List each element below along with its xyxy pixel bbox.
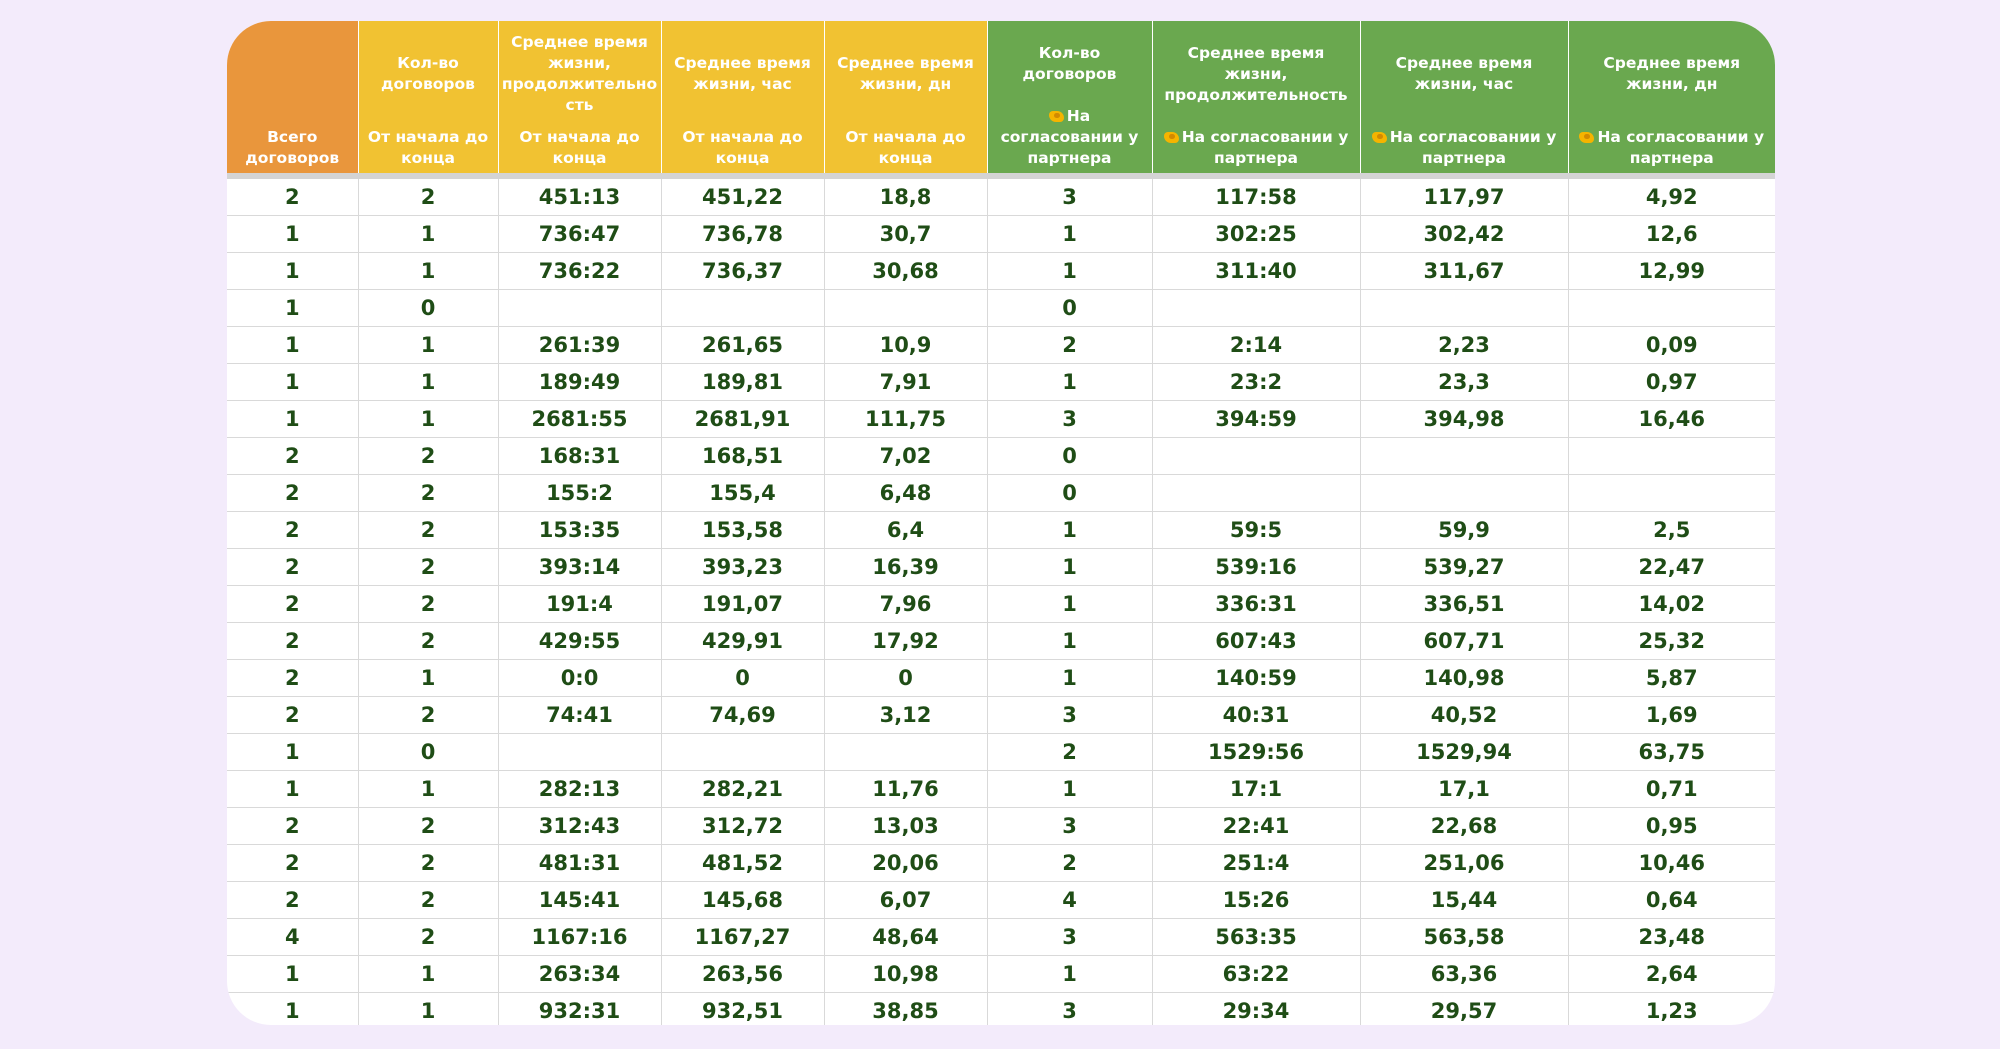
table-cell: 1 <box>987 956 1152 993</box>
table-cell: 393,23 <box>661 549 824 586</box>
table-cell: 3 <box>987 993 1152 1026</box>
table-cell: 251:4 <box>1152 845 1360 882</box>
table-cell: 2 <box>987 327 1152 364</box>
table-cell: 2 <box>358 808 498 845</box>
table-cell: 2 <box>358 623 498 660</box>
table-cell: 0 <box>824 660 987 697</box>
table-cell: 336,51 <box>1360 586 1568 623</box>
table-cell: 1,69 <box>1568 697 1775 734</box>
column-header-title: Среднее время жизни, час <box>674 54 811 93</box>
report-table-card <box>227 21 1775 1025</box>
table-cell: 311:40 <box>1152 253 1360 290</box>
table-cell: 3 <box>987 176 1152 216</box>
table-cell: 140:59 <box>1152 660 1360 697</box>
table-cell: 2 <box>358 919 498 956</box>
table-cell: 2 <box>358 438 498 475</box>
table-cell: 16,39 <box>824 549 987 586</box>
table-cell: 1 <box>358 364 498 401</box>
table-row <box>227 438 1775 475</box>
table-cell: 59:5 <box>1152 512 1360 549</box>
table-cell: 0 <box>987 475 1152 512</box>
table-cell: 155,4 <box>661 475 824 512</box>
table-cell: 1 <box>987 586 1152 623</box>
table-cell: 10,98 <box>824 956 987 993</box>
header-row <box>227 21 1775 176</box>
table-cell: 2,5 <box>1568 512 1775 549</box>
table-cell: 393:14 <box>498 549 661 586</box>
table-row <box>227 882 1775 919</box>
table-cell <box>1568 475 1775 512</box>
column-header-subtitle: От начала до конца <box>845 128 966 167</box>
table-cell: 2 <box>227 697 358 734</box>
column-header-subtitle: Всего договоров <box>245 128 340 167</box>
column-header-subtitle: От начала до конца <box>682 128 803 167</box>
table-cell: 30,7 <box>824 216 987 253</box>
table-cell: 1 <box>358 401 498 438</box>
column-header-7[interactable] <box>1152 21 1360 176</box>
table-cell: 2,64 <box>1568 956 1775 993</box>
table-cell: 932:31 <box>498 993 661 1026</box>
column-header-1[interactable] <box>227 21 358 176</box>
table-cell <box>1360 438 1568 475</box>
table-cell: 2:14 <box>1152 327 1360 364</box>
table-cell: 0,97 <box>1568 364 1775 401</box>
table-cell: 13,03 <box>824 808 987 845</box>
table-cell: 282,21 <box>661 771 824 808</box>
table-cell <box>498 290 661 327</box>
column-header-8[interactable] <box>1360 21 1568 176</box>
table-cell: 2 <box>358 882 498 919</box>
table-cell: 1 <box>227 734 358 771</box>
table-cell: 0,64 <box>1568 882 1775 919</box>
column-header-title: Кол-во договоров <box>1022 43 1117 83</box>
table-cell: 4 <box>227 919 358 956</box>
column-header-subtitle: На согласовании у партнера <box>1597 128 1765 167</box>
table-cell: 153:35 <box>498 512 661 549</box>
table-row <box>227 623 1775 660</box>
table-cell: 1 <box>227 401 358 438</box>
table-row <box>227 327 1775 364</box>
table-cell: 5,87 <box>1568 660 1775 697</box>
table-cell: 1167,27 <box>661 919 824 956</box>
table-cell: 155:2 <box>498 475 661 512</box>
table-cell: 11,76 <box>824 771 987 808</box>
table-cell <box>498 734 661 771</box>
table-cell: 2 <box>987 734 1152 771</box>
table-cell: 23:2 <box>1152 364 1360 401</box>
table-cell: 3,12 <box>824 697 987 734</box>
table-body <box>227 176 1775 1025</box>
table-cell: 63:22 <box>1152 956 1360 993</box>
table-cell: 1 <box>227 253 358 290</box>
table-cell: 25,32 <box>1568 623 1775 660</box>
contracts-lifetime-table <box>227 21 1775 1025</box>
table-cell <box>1152 290 1360 327</box>
column-header-9[interactable] <box>1568 21 1775 176</box>
table-cell: 481,52 <box>661 845 824 882</box>
table-cell: 1 <box>358 956 498 993</box>
table-cell: 7,02 <box>824 438 987 475</box>
table-cell: 1 <box>227 993 358 1026</box>
table-cell: 20,06 <box>824 845 987 882</box>
table-cell: 2 <box>227 438 358 475</box>
table-cell: 1 <box>358 993 498 1026</box>
table-cell: 189:49 <box>498 364 661 401</box>
table-header <box>227 21 1775 176</box>
table-cell: 539:16 <box>1152 549 1360 586</box>
table-row <box>227 586 1775 623</box>
table-cell: 2681:55 <box>498 401 661 438</box>
table-cell: 3 <box>987 401 1152 438</box>
table-cell: 1 <box>987 216 1152 253</box>
table-row <box>227 216 1775 253</box>
handshake-icon <box>1049 111 1064 122</box>
table-cell: 1 <box>227 290 358 327</box>
table-cell: 429,91 <box>661 623 824 660</box>
table-cell: 117:58 <box>1152 176 1360 216</box>
table-row <box>227 660 1775 697</box>
table-cell: 1,23 <box>1568 993 1775 1026</box>
column-header-title: Среднее время жизни, дн <box>1603 54 1741 93</box>
table-cell: 0 <box>358 290 498 327</box>
table-cell: 336:31 <box>1152 586 1360 623</box>
table-cell: 2 <box>227 882 358 919</box>
table-cell: 2 <box>227 475 358 512</box>
table-cell: 1 <box>987 364 1152 401</box>
table-cell: 22:41 <box>1152 808 1360 845</box>
table-cell: 736,37 <box>661 253 824 290</box>
table-cell: 15,44 <box>1360 882 1568 919</box>
handshake-icon <box>1579 132 1594 143</box>
table-row <box>227 771 1775 808</box>
table-cell <box>661 290 824 327</box>
table-cell: 0,71 <box>1568 771 1775 808</box>
table-cell <box>661 734 824 771</box>
table-cell: 189,81 <box>661 364 824 401</box>
table-cell <box>1360 290 1568 327</box>
table-cell: 15:26 <box>1152 882 1360 919</box>
table-row <box>227 512 1775 549</box>
table-cell: 2 <box>227 808 358 845</box>
table-cell: 282:13 <box>498 771 661 808</box>
table-cell: 22,68 <box>1360 808 1568 845</box>
table-cell: 394,98 <box>1360 401 1568 438</box>
table-cell: 1 <box>358 216 498 253</box>
table-cell: 2 <box>227 845 358 882</box>
table-cell: 1 <box>987 660 1152 697</box>
table-cell: 4,92 <box>1568 176 1775 216</box>
table-cell: 63,36 <box>1360 956 1568 993</box>
table-cell: 451,22 <box>661 176 824 216</box>
table-row <box>227 919 1775 956</box>
table-row <box>227 808 1775 845</box>
table-cell: 302,42 <box>1360 216 1568 253</box>
table-cell: 117,97 <box>1360 176 1568 216</box>
table-cell <box>1360 475 1568 512</box>
table-cell <box>1152 438 1360 475</box>
table-cell: 1 <box>358 660 498 697</box>
table-cell: 0 <box>358 734 498 771</box>
table-cell: 312,72 <box>661 808 824 845</box>
handshake-icon <box>1372 132 1387 143</box>
table-cell: 74,69 <box>661 697 824 734</box>
table-cell: 1 <box>227 771 358 808</box>
table-cell: 59,9 <box>1360 512 1568 549</box>
table-cell: 481:31 <box>498 845 661 882</box>
column-header-title: Среднее время жизни, продолжительность <box>1164 43 1348 104</box>
table-cell: 2 <box>358 176 498 216</box>
table-cell: 3 <box>987 808 1152 845</box>
table-row <box>227 401 1775 438</box>
table-cell: 2 <box>358 697 498 734</box>
column-header-subtitle: На согласовании у партнера <box>1389 128 1557 167</box>
table-row <box>227 734 1775 771</box>
column-header-6[interactable] <box>987 21 1152 176</box>
table-cell: 29:34 <box>1152 993 1360 1026</box>
table-cell: 736,78 <box>661 216 824 253</box>
table-cell: 10,9 <box>824 327 987 364</box>
table-cell: 1 <box>987 512 1152 549</box>
table-cell: 2 <box>227 586 358 623</box>
column-header-title: Среднее время жизни, продолжительно сть <box>501 33 658 114</box>
table-cell: 14,02 <box>1568 586 1775 623</box>
table-cell: 1 <box>987 623 1152 660</box>
column-header-title: Среднее время жизни, час <box>1395 54 1533 93</box>
table-cell: 1 <box>987 549 1152 586</box>
table-cell: 607,71 <box>1360 623 1568 660</box>
column-header-subtitle: На согласовании у партнера <box>1000 107 1139 167</box>
table-cell: 22,47 <box>1568 549 1775 586</box>
table-cell: 1529,94 <box>1360 734 1568 771</box>
table-cell: 2 <box>227 660 358 697</box>
table-cell: 63,75 <box>1568 734 1775 771</box>
table-cell: 736:47 <box>498 216 661 253</box>
table-cell: 2 <box>358 549 498 586</box>
table-cell: 23,48 <box>1568 919 1775 956</box>
table-cell: 311,67 <box>1360 253 1568 290</box>
table-cell <box>824 290 987 327</box>
column-header-5[interactable] <box>824 21 987 176</box>
table-cell: 263:34 <box>498 956 661 993</box>
table-cell: 145:41 <box>498 882 661 919</box>
table-row <box>227 364 1775 401</box>
table-cell: 394:59 <box>1152 401 1360 438</box>
table-cell: 1 <box>358 771 498 808</box>
table-row <box>227 956 1775 993</box>
table-cell: 0 <box>661 660 824 697</box>
table-cell: 10,46 <box>1568 845 1775 882</box>
column-header-title: Кол-во договоров <box>381 54 475 93</box>
table-cell: 12,99 <box>1568 253 1775 290</box>
table-cell: 140,98 <box>1360 660 1568 697</box>
table-cell: 2 <box>227 623 358 660</box>
table-cell: 932,51 <box>661 993 824 1026</box>
table-cell: 1 <box>987 771 1152 808</box>
column-header-subtitle: От начала до конца <box>367 128 489 167</box>
table-cell: 2 <box>358 512 498 549</box>
table-cell: 3 <box>987 919 1152 956</box>
table-cell <box>1568 290 1775 327</box>
table-row <box>227 290 1775 327</box>
table-cell: 7,91 <box>824 364 987 401</box>
table-cell: 168,51 <box>661 438 824 475</box>
table-cell: 168:31 <box>498 438 661 475</box>
table-cell: 607:43 <box>1152 623 1360 660</box>
handshake-icon <box>1164 132 1179 143</box>
table-cell: 111,75 <box>824 401 987 438</box>
table-cell: 2681,91 <box>661 401 824 438</box>
table-cell: 263,56 <box>661 956 824 993</box>
table-cell: 2 <box>227 512 358 549</box>
table-row <box>227 253 1775 290</box>
table-cell: 2,23 <box>1360 327 1568 364</box>
table-cell: 312:43 <box>498 808 661 845</box>
table-cell: 3 <box>987 697 1152 734</box>
table-cell: 1 <box>987 253 1152 290</box>
table-row <box>227 549 1775 586</box>
table-cell: 451:13 <box>498 176 661 216</box>
table-row <box>227 993 1775 1026</box>
table-cell: 6,4 <box>824 512 987 549</box>
table-cell: 563,58 <box>1360 919 1568 956</box>
table-row <box>227 845 1775 882</box>
table-row <box>227 697 1775 734</box>
table-cell: 1 <box>358 327 498 364</box>
table-cell: 261:39 <box>498 327 661 364</box>
table-cell: 563:35 <box>1152 919 1360 956</box>
table-cell: 29,57 <box>1360 993 1568 1026</box>
table-cell: 17,92 <box>824 623 987 660</box>
table-cell: 23,3 <box>1360 364 1568 401</box>
table-cell: 40,52 <box>1360 697 1568 734</box>
table-cell: 1529:56 <box>1152 734 1360 771</box>
table-cell: 6,07 <box>824 882 987 919</box>
table-cell: 1 <box>227 364 358 401</box>
table-cell: 736:22 <box>498 253 661 290</box>
table-cell: 18,8 <box>824 176 987 216</box>
table-cell: 7,96 <box>824 586 987 623</box>
table-cell: 2 <box>358 586 498 623</box>
table-cell: 2 <box>358 475 498 512</box>
table-cell: 1 <box>227 327 358 364</box>
table-cell: 145,68 <box>661 882 824 919</box>
table-cell <box>1568 438 1775 475</box>
table-cell <box>824 734 987 771</box>
column-header-2[interactable] <box>358 21 498 176</box>
table-cell <box>1152 475 1360 512</box>
table-cell: 17,1 <box>1360 771 1568 808</box>
table-row <box>227 176 1775 216</box>
table-cell: 302:25 <box>1152 216 1360 253</box>
table-cell: 2 <box>227 176 358 216</box>
table-cell: 191:4 <box>498 586 661 623</box>
column-header-title: Среднее время жизни, дн <box>837 54 974 93</box>
table-cell: 16,46 <box>1568 401 1775 438</box>
table-cell: 2 <box>227 549 358 586</box>
table-cell: 40:31 <box>1152 697 1360 734</box>
column-header-3[interactable] <box>498 21 661 176</box>
table-cell: 30,68 <box>824 253 987 290</box>
table-cell: 12,6 <box>1568 216 1775 253</box>
table-cell: 0 <box>987 438 1152 475</box>
table-row <box>227 475 1775 512</box>
table-cell: 4 <box>987 882 1152 919</box>
table-cell: 251,06 <box>1360 845 1568 882</box>
table-cell: 0,09 <box>1568 327 1775 364</box>
table-cell: 1 <box>358 253 498 290</box>
column-header-4[interactable] <box>661 21 824 176</box>
table-cell: 261,65 <box>661 327 824 364</box>
table-cell: 153,58 <box>661 512 824 549</box>
column-header-subtitle: От начала до конца <box>519 128 640 167</box>
table-cell: 0 <box>987 290 1152 327</box>
column-header-subtitle: На согласовании у партнера <box>1181 128 1349 167</box>
table-cell: 74:41 <box>498 697 661 734</box>
table-cell: 38,85 <box>824 993 987 1026</box>
table-cell: 1 <box>227 216 358 253</box>
table-cell: 17:1 <box>1152 771 1360 808</box>
table-cell: 1167:16 <box>498 919 661 956</box>
table-cell: 0:0 <box>498 660 661 697</box>
table-cell: 0,95 <box>1568 808 1775 845</box>
table-cell: 2 <box>358 845 498 882</box>
table-cell: 429:55 <box>498 623 661 660</box>
table-cell: 2 <box>987 845 1152 882</box>
table-cell: 48,64 <box>824 919 987 956</box>
table-cell: 539,27 <box>1360 549 1568 586</box>
table-cell: 191,07 <box>661 586 824 623</box>
table-cell: 6,48 <box>824 475 987 512</box>
table-cell: 1 <box>227 956 358 993</box>
